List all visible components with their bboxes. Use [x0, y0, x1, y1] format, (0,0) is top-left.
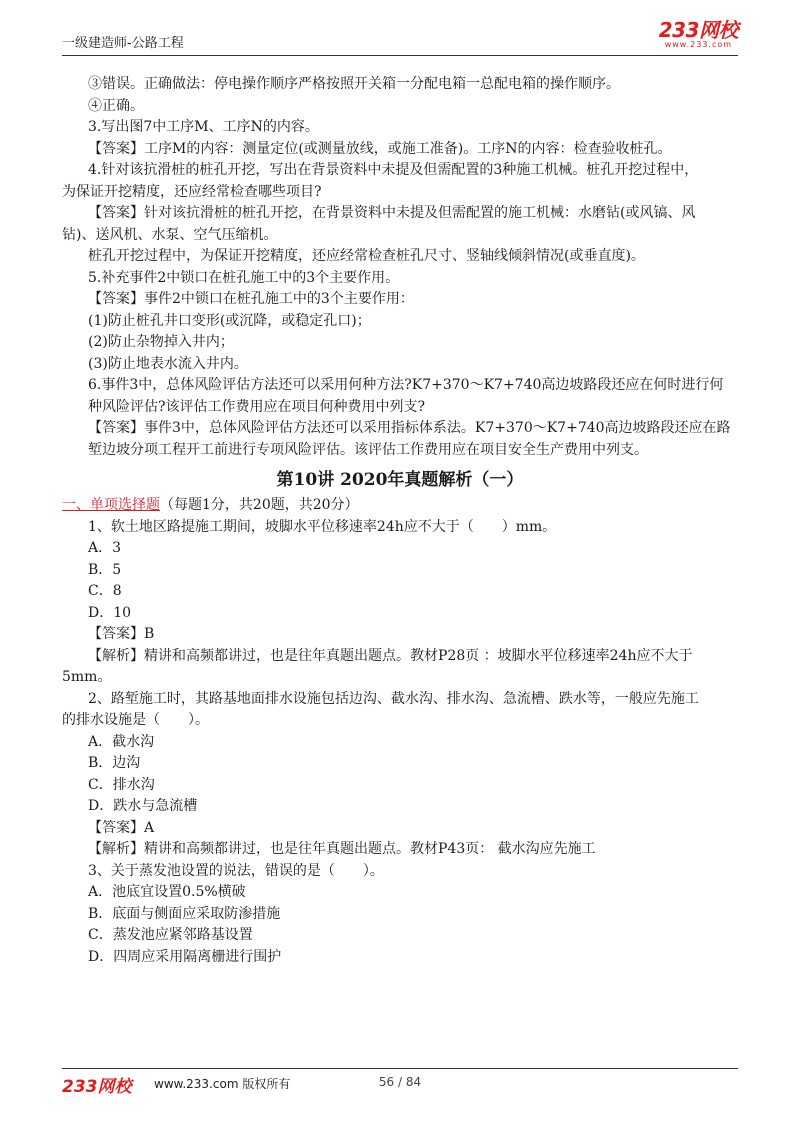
answer-analysis: 【解析】精讲和高频都讲过，也是往年真题出题点。教材P43页： 截水沟应先施工 — [88, 841, 596, 857]
answer-key: 【答案】A — [88, 819, 155, 836]
text-line: 5.补充事件2中锁口在桩孔施工中的3个主要作用。 — [88, 269, 400, 286]
question-stem: 1、软土地区路提施工期间，坡脚水平位移速率24h应不大于（ ）mm。 — [88, 518, 557, 535]
logo-subtext: www.233.com — [664, 40, 733, 49]
text-line: 6.事件3中，总体风险评估方法还可以采用何种方法?K7+370～K7+740高边坡路段还应在何时进行何 — [88, 377, 724, 393]
answer-analysis: 5mm。 — [62, 669, 112, 685]
text-line: 为保证开挖精度，还应经常检查哪些项目? — [62, 183, 322, 200]
answer-key: 【答案】B — [88, 626, 155, 642]
subsection-label: 一、单项选择题 — [62, 497, 160, 513]
question-block — [62, 517, 738, 689]
text-line: 【答案】事件3中，总体风险评估方法还可以采用指标体系法。K7+370～K7+740高边坡路段还应在路 — [88, 420, 731, 436]
text-line: 【答案】针对该抗滑桩的桩孔开挖，在背景资料中未提及但需配置的施工机械：水磨钻(或风镐、风 — [88, 205, 696, 221]
question-block — [62, 689, 738, 861]
page-number: 56 / 84 — [378, 1075, 422, 1089]
text-line: ④正确。 — [88, 97, 144, 114]
answer-option: B．5 — [88, 561, 122, 578]
document-body — [62, 74, 738, 968]
logo-text: 233网校 — [658, 18, 738, 42]
text-line: 4.针对该抗滑桩的桩孔开挖，写出在背景资料中未提及但需配置的3种施工机械。桩孔开挖过程中， — [88, 162, 699, 178]
text-line: (3)防止地表水流入井内。 — [88, 355, 248, 372]
header-divider — [62, 55, 738, 56]
answer-analysis: 【解析】精讲和高频都讲过，也是往年真题出题点。教材P28页 ：坡脚水平位移速率24h应不大于 — [88, 647, 693, 664]
text-line: 种风险评估?该评估工作费用应在项目何种费用中列支? — [88, 398, 426, 415]
text-line: (1)防止桩孔井口变形(或沉降，或稳定孔口)； — [88, 312, 371, 329]
question-stem: 3、关于蒸发池设置的说法，错误的是（ ）。 — [88, 862, 384, 879]
subsection-heading — [62, 495, 738, 517]
brand-logo — [659, 20, 738, 50]
question-block — [88, 861, 738, 969]
section-title: 第10讲 2020年真题解析（一） — [276, 470, 524, 490]
header-title: 一级建造师-公路工程 — [62, 36, 184, 51]
answer-option: A．池底宜设置0.5%横破 — [88, 884, 246, 900]
answer-option: C．8 — [88, 583, 122, 599]
page-footer — [62, 1072, 738, 1097]
subsection-note: （每题1分，共20题，共20分） — [160, 497, 359, 513]
answer-option: B．边沟 — [88, 755, 141, 771]
answer-option: A．3 — [88, 540, 122, 556]
answer-option: A．截水沟 — [88, 733, 155, 750]
question-stem: 的排水设施是（ ）。 — [62, 712, 209, 728]
footer-copyright: www.233.com 版权所有 — [154, 1077, 291, 1091]
text-line: 堑边坡分项工程开工前进行专项风险评估。该评估工作费用应在项目安全生产费用中列支。 — [88, 441, 648, 458]
text-line: 桩孔开挖过程中，为保证开挖精度，还应经常检查桩孔尺寸、竖轴线倾斜情况(或垂直度)。 — [88, 248, 645, 264]
answer-option: B．底面与侧面应采取防渗措施 — [88, 905, 281, 922]
text-line: 【答案】工序M的内容：测量定位(或测量放线，或施工准备)。工序N的内容：检查验收桩孔。 — [88, 140, 672, 157]
answer-option: D．四周应采用隔离栅进行围护 — [88, 948, 282, 965]
text-line: (2)防止杂物掉入井内； — [88, 334, 234, 350]
page-header — [62, 18, 738, 54]
text-line: 3.写出图7中工序M、工序N的内容。 — [88, 119, 319, 135]
answer-option: D．10 — [88, 604, 132, 621]
answer-option: C．蒸发池应紧邻路基设置 — [88, 927, 253, 943]
answer-option: C．排水沟 — [88, 776, 155, 793]
text-line: ③错误。正确做法：停电操作顺序严格按照开关箱一分配电箱一总配电箱的操作顺序。 — [88, 76, 620, 92]
footer-logo: 233网校 — [62, 1077, 132, 1097]
footer-divider — [62, 1068, 738, 1069]
answer-option: D．跌水与急流槽 — [88, 798, 198, 814]
text-line: 【答案】事件2中锁口在桩孔施工中的3个主要作用： — [88, 291, 414, 307]
question-stem: 2、路堑施工时，其路基地面排水设施包括边沟、截水沟、排水沟、急流槽、跌水等，一般应先施工 — [88, 690, 699, 707]
text-line: 钻)、送风机、水泵、空气压缩机。 — [62, 226, 278, 243]
